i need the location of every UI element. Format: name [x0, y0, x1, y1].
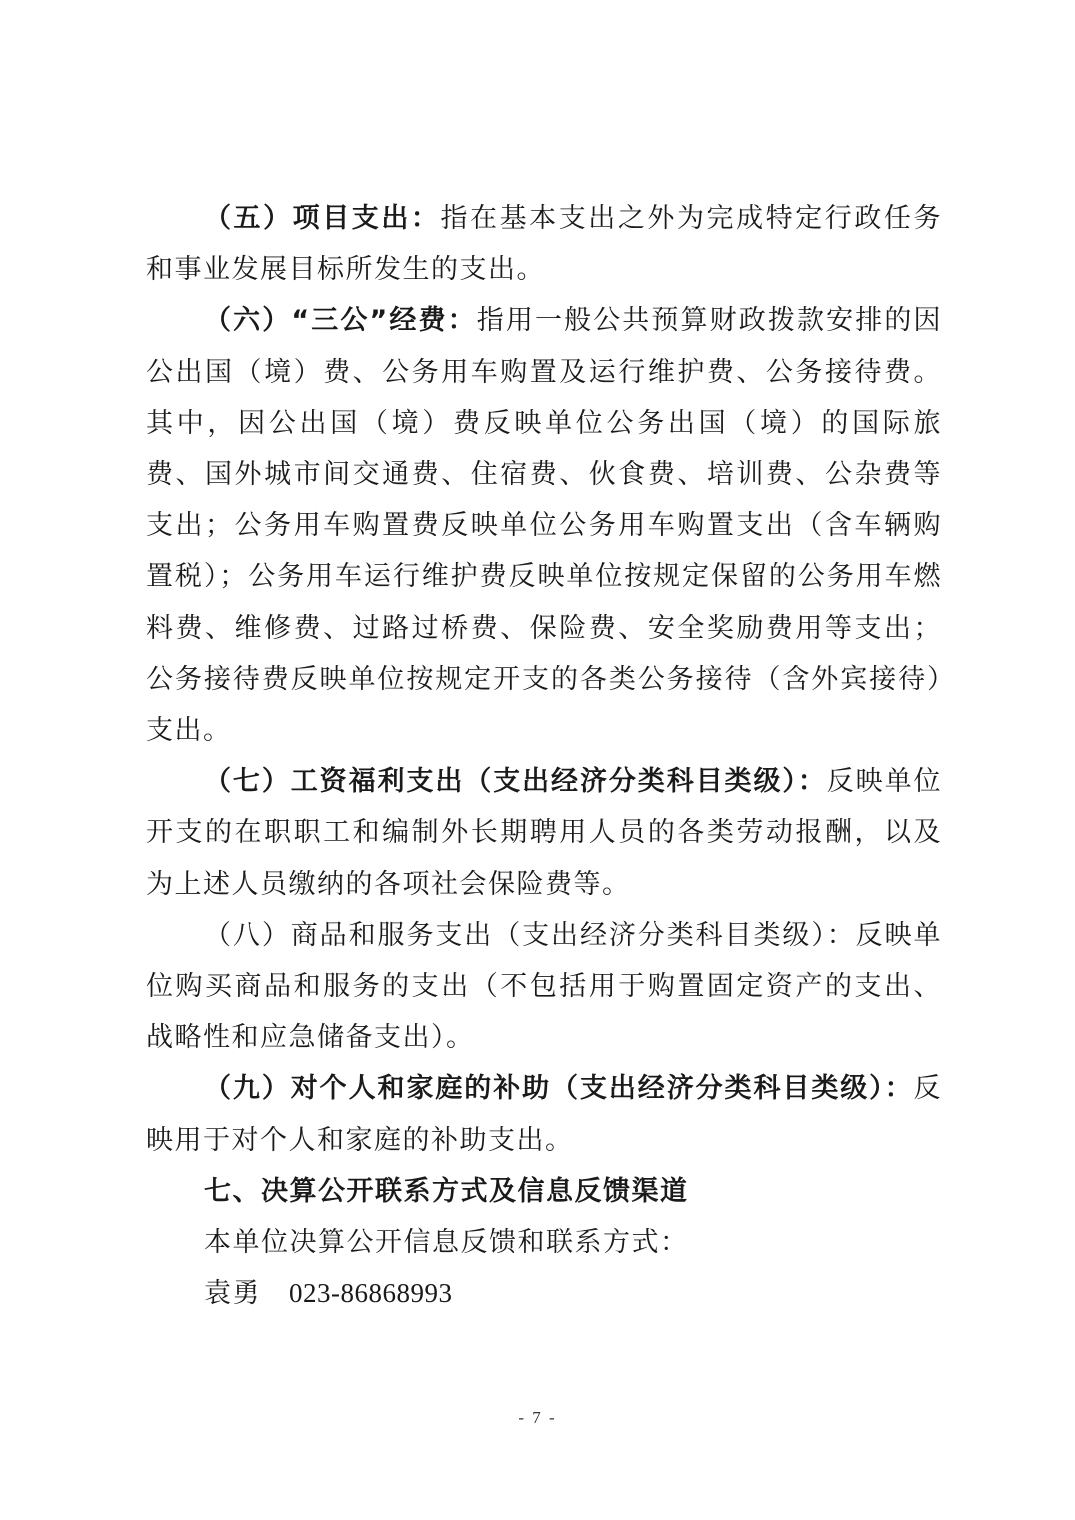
contact-phone: 023-86868993	[289, 1278, 453, 1309]
paragraph-text: 反映单位开支的在职职工和编制外长期聘用人员的各类劳动报酬，以及为上述人员缴纳的各项社会保险费等。	[146, 766, 943, 900]
paragraph-text: 指用一般公共预算财政拨款安排的因公出国（境）费、公务用车购置及运行维护费、公务接待费。其中，因公出国（境）费反映单位公务出国（境）的国际旅费、国外城市间交通费、住宿费、伙食费、培训费、公杂费等支出；公务用车购置费反映单位公务用车购置支出（含车辆购置税）；公务用车运行维护费反映单位按规定保留的公务用车燃料费、维修费、过路过桥费、保险费、安全奖励费用等支出；公务接待费反映单位按规定开支的各类公务接待（含外宾接待）支出。	[146, 305, 943, 747]
paragraph-text: 指在基本支出之外为完成特定行政任务和事业发展目标所发生的支出。	[146, 203, 942, 286]
paragraph-wage-welfare	[146, 756, 942, 910]
paragraph-lead: （五）项目支出：	[204, 203, 441, 234]
contact-name: 袁勇	[204, 1278, 261, 1310]
paragraph-lead: （七）工资福利支出（支出经济分类科目类级）：	[204, 766, 827, 798]
paragraph-lead: （九）对个人和家庭的补助（支出经济分类科目类级）：	[204, 1073, 914, 1105]
paragraph-household-subsidy	[146, 1063, 942, 1165]
contact-intro: 本单位决算公开信息反馈和联系方式：	[204, 1227, 689, 1259]
paragraph-project-expenditure	[146, 193, 942, 295]
paragraph-goods-services	[146, 910, 942, 1064]
document-body	[146, 193, 942, 1319]
page-number: - 7 -	[518, 1408, 557, 1427]
paragraph-three-public-expenses	[146, 295, 942, 756]
section-heading: 七、决算公开联系方式及信息反馈渠道	[204, 1175, 689, 1207]
paragraph-text: 反映用于对个人和家庭的补助支出。	[146, 1073, 942, 1156]
paragraph-lead: （六）“三公”经费：	[204, 305, 477, 337]
contact-line	[146, 1268, 942, 1319]
paragraph-text: （八）商品和服务支出（支出经济分类科目类级）：反映单位购买商品和服务的支出（不包括用于购置固定资产的支出、战略性和应急储备支出）。	[146, 919, 942, 1054]
